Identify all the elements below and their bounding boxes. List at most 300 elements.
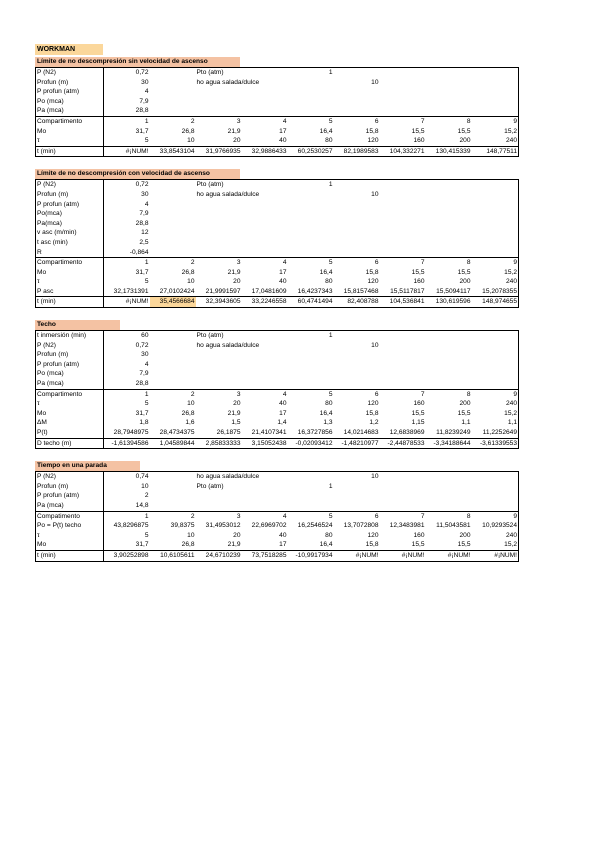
param-aux-label[interactable]: Pto (atm) bbox=[196, 482, 224, 490]
empty-cell[interactable] bbox=[196, 350, 242, 360]
empty-cell[interactable] bbox=[380, 219, 426, 229]
data-cell[interactable]: 7 bbox=[380, 116, 426, 126]
param-label[interactable]: Profun (m) bbox=[36, 190, 104, 200]
data-cell[interactable]: 200 bbox=[459, 278, 471, 286]
data-cell[interactable]: 21,9 bbox=[227, 541, 241, 549]
data-cell[interactable]: 15,5 bbox=[457, 127, 471, 135]
data-cell[interactable]: 1 bbox=[104, 389, 150, 399]
data-cell[interactable]: 80 bbox=[325, 137, 333, 145]
data-cell[interactable]: 240 bbox=[505, 137, 517, 145]
empty-cell[interactable] bbox=[380, 379, 426, 389]
data-cell[interactable]: 27,0102424 bbox=[159, 287, 195, 295]
data-cell[interactable]: 31,7 bbox=[135, 409, 149, 417]
empty-cell[interactable] bbox=[242, 97, 288, 107]
param-value[interactable]: 60 bbox=[141, 332, 149, 340]
empty-cell[interactable] bbox=[472, 238, 519, 248]
param-label[interactable]: Po (mca) bbox=[36, 369, 104, 379]
data-cell[interactable]: 28,4734375 bbox=[159, 429, 195, 436]
param-value[interactable]: 12 bbox=[141, 229, 149, 237]
empty-cell[interactable] bbox=[150, 248, 196, 258]
empty-cell[interactable] bbox=[472, 491, 519, 501]
row-label[interactable]: Compartimento bbox=[36, 116, 104, 126]
param-aux-value[interactable]: 1 bbox=[328, 482, 333, 490]
empty-cell[interactable] bbox=[334, 482, 380, 492]
empty-cell[interactable] bbox=[242, 360, 288, 370]
row-label[interactable]: Compartimento bbox=[36, 258, 104, 268]
data-cell[interactable]: 15,8 bbox=[365, 127, 379, 135]
empty-cell[interactable] bbox=[288, 501, 334, 511]
param-label[interactable]: Pa (mca) bbox=[36, 501, 104, 511]
empty-cell[interactable] bbox=[242, 200, 288, 210]
row-label[interactable]: Mo bbox=[36, 409, 104, 419]
data-cell[interactable]: 9 bbox=[472, 258, 519, 268]
empty-cell[interactable] bbox=[472, 360, 519, 370]
empty-cell[interactable] bbox=[426, 331, 472, 341]
data-cell[interactable]: 10,9293524 bbox=[482, 522, 518, 530]
data-cell[interactable]: 3 bbox=[196, 258, 242, 268]
param-value[interactable]: 10 bbox=[141, 482, 149, 490]
data-cell[interactable]: 1,15 bbox=[411, 419, 425, 427]
data-cell[interactable]: 130,415339 bbox=[426, 146, 472, 157]
empty-cell[interactable] bbox=[426, 180, 472, 190]
param-aux-label[interactable]: ho agua salada/dulce bbox=[196, 341, 260, 349]
param-label[interactable]: P profun (atm) bbox=[36, 491, 104, 501]
param-aux-label[interactable]: ho agua salada/dulce bbox=[196, 473, 260, 481]
empty-cell[interactable] bbox=[426, 350, 472, 360]
data-cell[interactable]: 5 bbox=[144, 400, 149, 408]
data-cell[interactable]: -1,48210977 bbox=[334, 438, 380, 449]
empty-cell[interactable] bbox=[472, 106, 519, 116]
data-cell[interactable]: 120 bbox=[367, 278, 379, 286]
data-cell[interactable]: 120 bbox=[367, 400, 379, 408]
data-cell[interactable]: 13,7072808 bbox=[343, 522, 379, 530]
empty-cell[interactable] bbox=[288, 200, 334, 210]
row-label[interactable]: P asc bbox=[36, 287, 104, 297]
data-cell[interactable]: 104,332271 bbox=[380, 146, 426, 157]
data-cell[interactable]: 60,4741494 bbox=[288, 297, 334, 308]
empty-cell[interactable] bbox=[150, 97, 196, 107]
data-cell[interactable]: -2,44878533 bbox=[380, 438, 426, 449]
empty-cell[interactable] bbox=[196, 491, 242, 501]
empty-cell[interactable] bbox=[288, 472, 334, 482]
row-label[interactable]: ΔM bbox=[36, 418, 104, 428]
empty-cell[interactable] bbox=[288, 228, 334, 238]
empty-cell[interactable] bbox=[150, 491, 196, 501]
data-cell[interactable]: 6 bbox=[334, 116, 380, 126]
param-value[interactable]: 28,8 bbox=[135, 380, 149, 388]
empty-cell[interactable] bbox=[242, 87, 288, 97]
data-cell[interactable]: 33,8543104 bbox=[150, 146, 196, 157]
row-label[interactable]: Po = P(t) techo bbox=[36, 521, 104, 531]
empty-cell[interactable] bbox=[334, 379, 380, 389]
empty-cell[interactable] bbox=[150, 68, 196, 78]
param-label[interactable]: P profun (atm) bbox=[36, 87, 104, 97]
empty-cell[interactable] bbox=[196, 219, 242, 229]
data-cell[interactable]: 16,2546524 bbox=[297, 522, 333, 530]
param-value[interactable]: 0,74 bbox=[135, 473, 149, 481]
empty-cell[interactable] bbox=[472, 369, 519, 379]
data-cell[interactable]: 148,974655 bbox=[472, 297, 519, 308]
empty-cell[interactable] bbox=[426, 360, 472, 370]
data-cell[interactable]: 40 bbox=[279, 278, 287, 286]
empty-cell[interactable] bbox=[150, 369, 196, 379]
data-cell[interactable]: 31,7 bbox=[135, 127, 149, 135]
data-cell[interactable]: 240 bbox=[505, 278, 517, 286]
data-cell[interactable]: 35,4566684 bbox=[150, 297, 196, 308]
empty-cell[interactable] bbox=[334, 248, 380, 258]
data-cell[interactable]: 26,8 bbox=[181, 127, 195, 135]
data-cell[interactable]: 31,9766935 bbox=[196, 146, 242, 157]
empty-cell[interactable] bbox=[472, 209, 519, 219]
empty-cell[interactable] bbox=[288, 369, 334, 379]
data-cell[interactable]: 15,5094117 bbox=[436, 287, 471, 295]
row-label[interactable]: τ bbox=[36, 531, 104, 541]
empty-cell[interactable] bbox=[380, 341, 426, 351]
row-label[interactable]: Mo bbox=[36, 268, 104, 278]
empty-cell[interactable] bbox=[242, 209, 288, 219]
param-label[interactable]: P (N2) bbox=[36, 180, 104, 190]
param-aux-value[interactable]: 10 bbox=[371, 473, 379, 481]
param-value[interactable]: 4 bbox=[144, 88, 149, 96]
empty-cell[interactable] bbox=[150, 379, 196, 389]
data-cell[interactable]: 5 bbox=[288, 389, 334, 399]
param-label[interactable]: P (N2) bbox=[36, 68, 104, 78]
data-cell[interactable]: 15,5117817 bbox=[390, 287, 425, 295]
data-cell[interactable]: 1,1 bbox=[461, 419, 471, 427]
data-cell[interactable]: #¡NUM! bbox=[104, 297, 150, 308]
data-cell[interactable]: 60,2530257 bbox=[288, 146, 334, 157]
data-cell[interactable]: 31,4953012 bbox=[205, 522, 241, 530]
data-cell[interactable]: -3,61339553 bbox=[472, 438, 519, 449]
empty-cell[interactable] bbox=[150, 209, 196, 219]
empty-cell[interactable] bbox=[380, 331, 426, 341]
data-cell[interactable]: 2 bbox=[150, 116, 196, 126]
data-cell[interactable]: 2 bbox=[150, 511, 196, 521]
data-cell[interactable]: 11,2252649 bbox=[482, 429, 517, 436]
param-value[interactable]: 0,72 bbox=[135, 341, 149, 349]
empty-cell[interactable] bbox=[150, 501, 196, 511]
data-cell[interactable]: 21,9 bbox=[227, 127, 241, 135]
param-aux-label[interactable]: ho agua salada/dulce bbox=[196, 78, 260, 86]
data-cell[interactable]: 3 bbox=[196, 116, 242, 126]
data-cell[interactable]: 31,7 bbox=[135, 268, 149, 276]
data-cell[interactable]: 4 bbox=[242, 258, 288, 268]
data-cell[interactable]: 39,8375 bbox=[170, 522, 195, 530]
data-cell[interactable]: 12,3483981 bbox=[389, 522, 425, 530]
data-cell[interactable]: 26,8 bbox=[181, 541, 195, 549]
data-cell[interactable]: 240 bbox=[505, 400, 517, 408]
row-label[interactable]: P(t) bbox=[36, 428, 104, 438]
data-cell[interactable]: 1,04589844 bbox=[150, 438, 196, 449]
empty-cell[interactable] bbox=[380, 180, 426, 190]
empty-cell[interactable] bbox=[380, 106, 426, 116]
data-cell[interactable]: 32,9886433 bbox=[242, 146, 288, 157]
empty-cell[interactable] bbox=[472, 180, 519, 190]
data-cell[interactable]: -3,34188644 bbox=[426, 438, 472, 449]
empty-cell[interactable] bbox=[472, 78, 519, 88]
empty-cell[interactable] bbox=[426, 369, 472, 379]
empty-cell[interactable] bbox=[150, 228, 196, 238]
data-cell[interactable]: 3 bbox=[196, 511, 242, 521]
data-cell[interactable]: 16,4 bbox=[319, 541, 333, 549]
data-cell[interactable]: 1 bbox=[104, 511, 150, 521]
data-cell[interactable]: 9 bbox=[472, 389, 519, 399]
data-cell[interactable]: 1,1 bbox=[507, 419, 517, 427]
empty-cell[interactable] bbox=[334, 238, 380, 248]
data-cell[interactable]: #¡NUM! bbox=[426, 550, 472, 561]
param-label[interactable]: P profun (atm) bbox=[36, 360, 104, 370]
empty-cell[interactable] bbox=[472, 472, 519, 482]
empty-cell[interactable] bbox=[334, 228, 380, 238]
param-aux-label[interactable]: ho agua salada/dulce bbox=[196, 190, 260, 198]
empty-cell[interactable] bbox=[242, 219, 288, 229]
empty-cell[interactable] bbox=[288, 219, 334, 229]
param-aux-value[interactable]: 10 bbox=[371, 78, 379, 86]
data-cell[interactable]: 120 bbox=[367, 137, 379, 145]
empty-cell[interactable] bbox=[196, 209, 242, 219]
empty-cell[interactable] bbox=[242, 350, 288, 360]
data-cell[interactable]: 33,2246558 bbox=[242, 297, 288, 308]
empty-cell[interactable] bbox=[196, 501, 242, 511]
param-value[interactable]: 28,8 bbox=[135, 107, 149, 115]
data-cell[interactable]: 6 bbox=[334, 258, 380, 268]
param-aux-value[interactable]: 10 bbox=[371, 341, 379, 349]
param-value[interactable]: 30 bbox=[141, 78, 149, 86]
empty-cell[interactable] bbox=[380, 78, 426, 88]
data-cell[interactable]: 15,8 bbox=[365, 541, 379, 549]
data-cell[interactable]: 10,6105611 bbox=[150, 550, 196, 561]
empty-cell[interactable] bbox=[288, 190, 334, 200]
data-cell[interactable]: 1,5 bbox=[231, 419, 241, 427]
empty-cell[interactable] bbox=[472, 482, 519, 492]
param-value[interactable]: 14,8 bbox=[135, 501, 149, 509]
data-cell[interactable]: 4 bbox=[242, 116, 288, 126]
empty-cell[interactable] bbox=[150, 219, 196, 229]
empty-cell[interactable] bbox=[196, 379, 242, 389]
data-cell[interactable]: 17 bbox=[279, 127, 287, 135]
data-cell[interactable]: 21,9 bbox=[227, 268, 241, 276]
data-cell[interactable]: 5 bbox=[144, 531, 149, 539]
data-cell[interactable]: #¡NUM! bbox=[472, 550, 519, 561]
empty-cell[interactable] bbox=[150, 482, 196, 492]
empty-cell[interactable] bbox=[334, 331, 380, 341]
data-cell[interactable]: 1,4 bbox=[277, 419, 287, 427]
data-cell[interactable]: 1 bbox=[104, 258, 150, 268]
empty-cell[interactable] bbox=[150, 341, 196, 351]
data-cell[interactable]: 20 bbox=[233, 278, 241, 286]
data-cell[interactable]: 17 bbox=[279, 268, 287, 276]
empty-cell[interactable] bbox=[196, 228, 242, 238]
data-cell[interactable]: 43,8296875 bbox=[113, 522, 149, 530]
param-label[interactable]: P (N2) bbox=[36, 472, 104, 482]
row-label[interactable]: t (min) bbox=[36, 297, 104, 308]
data-cell[interactable]: 80 bbox=[325, 400, 333, 408]
empty-cell[interactable] bbox=[380, 190, 426, 200]
empty-cell[interactable] bbox=[334, 350, 380, 360]
data-cell[interactable]: 15,5 bbox=[457, 541, 471, 549]
row-label[interactable]: Compartimento bbox=[36, 389, 104, 399]
param-value[interactable]: 28,8 bbox=[135, 219, 149, 227]
data-cell[interactable]: 26,1875 bbox=[216, 429, 241, 436]
empty-cell[interactable] bbox=[242, 369, 288, 379]
empty-cell[interactable] bbox=[288, 209, 334, 219]
empty-cell[interactable] bbox=[288, 350, 334, 360]
empty-cell[interactable] bbox=[426, 248, 472, 258]
data-cell[interactable]: 148,77511 bbox=[472, 146, 519, 157]
param-value[interactable]: 2 bbox=[144, 492, 149, 500]
data-cell[interactable]: 15,5 bbox=[411, 127, 425, 135]
empty-cell[interactable] bbox=[380, 472, 426, 482]
empty-cell[interactable] bbox=[150, 106, 196, 116]
empty-cell[interactable] bbox=[472, 350, 519, 360]
empty-cell[interactable] bbox=[242, 491, 288, 501]
empty-cell[interactable] bbox=[196, 248, 242, 258]
empty-cell[interactable] bbox=[150, 238, 196, 248]
empty-cell[interactable] bbox=[380, 68, 426, 78]
param-value[interactable]: 7,9 bbox=[139, 210, 149, 218]
param-aux-value[interactable]: 1 bbox=[328, 181, 333, 189]
empty-cell[interactable] bbox=[472, 228, 519, 238]
param-value[interactable]: -0,864 bbox=[129, 248, 149, 256]
data-cell[interactable]: 160 bbox=[413, 400, 425, 408]
data-cell[interactable]: 4 bbox=[242, 511, 288, 521]
empty-cell[interactable] bbox=[150, 190, 196, 200]
data-cell[interactable]: 2,85833333 bbox=[196, 438, 242, 449]
param-label[interactable]: P (N2) bbox=[36, 341, 104, 351]
empty-cell[interactable] bbox=[472, 331, 519, 341]
row-label[interactable]: Mo bbox=[36, 540, 104, 550]
empty-cell[interactable] bbox=[472, 219, 519, 229]
data-cell[interactable]: 160 bbox=[413, 137, 425, 145]
param-value[interactable]: 4 bbox=[144, 360, 149, 368]
data-cell[interactable]: 17 bbox=[279, 409, 287, 417]
empty-cell[interactable] bbox=[426, 491, 472, 501]
empty-cell[interactable] bbox=[288, 97, 334, 107]
data-cell[interactable]: 40 bbox=[279, 400, 287, 408]
empty-cell[interactable] bbox=[472, 341, 519, 351]
data-cell[interactable]: 10 bbox=[187, 531, 195, 539]
data-cell[interactable]: 16,4 bbox=[319, 268, 333, 276]
data-cell[interactable]: 80 bbox=[325, 531, 333, 539]
data-cell[interactable]: -0,02093412 bbox=[288, 438, 334, 449]
empty-cell[interactable] bbox=[196, 106, 242, 116]
empty-cell[interactable] bbox=[472, 200, 519, 210]
empty-cell[interactable] bbox=[380, 482, 426, 492]
data-cell[interactable]: 24,6710239 bbox=[196, 550, 242, 561]
empty-cell[interactable] bbox=[242, 248, 288, 258]
empty-cell[interactable] bbox=[334, 369, 380, 379]
param-label[interactable]: t asc (min) bbox=[36, 238, 104, 248]
empty-cell[interactable] bbox=[334, 87, 380, 97]
data-cell[interactable]: 5 bbox=[144, 278, 149, 286]
data-cell[interactable]: 7 bbox=[380, 389, 426, 399]
data-cell[interactable]: -1,61394586 bbox=[104, 438, 150, 449]
empty-cell[interactable] bbox=[426, 68, 472, 78]
empty-cell[interactable] bbox=[426, 238, 472, 248]
empty-cell[interactable] bbox=[426, 209, 472, 219]
data-cell[interactable]: 15,2 bbox=[504, 268, 517, 276]
data-cell[interactable]: 26,8 bbox=[181, 268, 195, 276]
data-cell[interactable]: 104,536841 bbox=[380, 297, 426, 308]
param-value[interactable]: 7,9 bbox=[139, 370, 149, 378]
data-cell[interactable]: 28,7948975 bbox=[113, 429, 149, 436]
param-label[interactable]: Profun (m) bbox=[36, 350, 104, 360]
empty-cell[interactable] bbox=[472, 248, 519, 258]
data-cell[interactable]: #¡NUM! bbox=[334, 550, 380, 561]
empty-cell[interactable] bbox=[334, 200, 380, 210]
param-aux-label[interactable]: Pto (atm) bbox=[196, 181, 224, 189]
empty-cell[interactable] bbox=[150, 331, 196, 341]
empty-cell[interactable] bbox=[426, 379, 472, 389]
param-value[interactable]: 7,9 bbox=[139, 97, 149, 105]
data-cell[interactable]: 17,0481609 bbox=[251, 287, 287, 295]
data-cell[interactable]: 5 bbox=[144, 137, 149, 145]
empty-cell[interactable] bbox=[380, 350, 426, 360]
empty-cell[interactable] bbox=[380, 501, 426, 511]
data-cell[interactable]: 1 bbox=[104, 116, 150, 126]
row-label[interactable]: τ bbox=[36, 136, 104, 146]
data-cell[interactable]: 15,5 bbox=[411, 541, 425, 549]
empty-cell[interactable] bbox=[150, 360, 196, 370]
empty-cell[interactable] bbox=[426, 472, 472, 482]
param-aux-value[interactable]: 1 bbox=[328, 332, 333, 340]
param-label[interactable]: P profun (atm) bbox=[36, 200, 104, 210]
empty-cell[interactable] bbox=[288, 106, 334, 116]
data-cell[interactable]: 200 bbox=[459, 137, 471, 145]
empty-cell[interactable] bbox=[334, 219, 380, 229]
data-cell[interactable]: 32,3943605 bbox=[196, 297, 242, 308]
data-cell[interactable]: 15,2 bbox=[504, 541, 518, 549]
data-cell[interactable]: 9 bbox=[472, 116, 519, 126]
data-cell[interactable]: 15,2078355 bbox=[482, 287, 517, 295]
data-cell[interactable]: 15,5 bbox=[411, 409, 425, 417]
empty-cell[interactable] bbox=[288, 379, 334, 389]
data-cell[interactable]: 160 bbox=[413, 278, 425, 286]
data-cell[interactable]: 15,2 bbox=[504, 127, 517, 135]
param-aux-label[interactable]: Pto (atm) bbox=[196, 69, 224, 76]
data-cell[interactable]: 21,9991597 bbox=[205, 287, 241, 295]
data-cell[interactable]: 4 bbox=[242, 389, 288, 399]
data-cell[interactable]: 11,8239249 bbox=[436, 429, 471, 436]
data-cell[interactable]: 7 bbox=[380, 511, 426, 521]
empty-cell[interactable] bbox=[150, 472, 196, 482]
data-cell[interactable]: 10 bbox=[187, 278, 195, 286]
data-cell[interactable]: 3 bbox=[196, 389, 242, 399]
empty-cell[interactable] bbox=[380, 491, 426, 501]
data-cell[interactable]: 40 bbox=[279, 137, 287, 145]
param-aux-value[interactable]: 1 bbox=[328, 69, 333, 76]
data-cell[interactable]: 7 bbox=[380, 258, 426, 268]
empty-cell[interactable] bbox=[426, 87, 472, 97]
data-cell[interactable]: 16,4237343 bbox=[297, 287, 333, 295]
empty-cell[interactable] bbox=[334, 68, 380, 78]
data-cell[interactable]: 15,8157468 bbox=[343, 287, 379, 295]
data-cell[interactable]: 3,15052438 bbox=[242, 438, 288, 449]
param-value[interactable]: 0,72 bbox=[135, 181, 149, 189]
data-cell[interactable]: 20 bbox=[233, 531, 241, 539]
param-value[interactable]: 0,72 bbox=[135, 69, 149, 76]
data-cell[interactable]: 1,6 bbox=[185, 419, 195, 427]
data-cell[interactable]: 15,5 bbox=[457, 409, 471, 417]
data-cell[interactable]: 8 bbox=[426, 116, 472, 126]
data-cell[interactable]: 8 bbox=[426, 511, 472, 521]
empty-cell[interactable] bbox=[380, 228, 426, 238]
row-label[interactable]: t (min) bbox=[36, 146, 104, 157]
data-cell[interactable]: 5 bbox=[288, 258, 334, 268]
empty-cell[interactable] bbox=[426, 97, 472, 107]
empty-cell[interactable] bbox=[196, 238, 242, 248]
data-cell[interactable]: 10 bbox=[187, 137, 195, 145]
